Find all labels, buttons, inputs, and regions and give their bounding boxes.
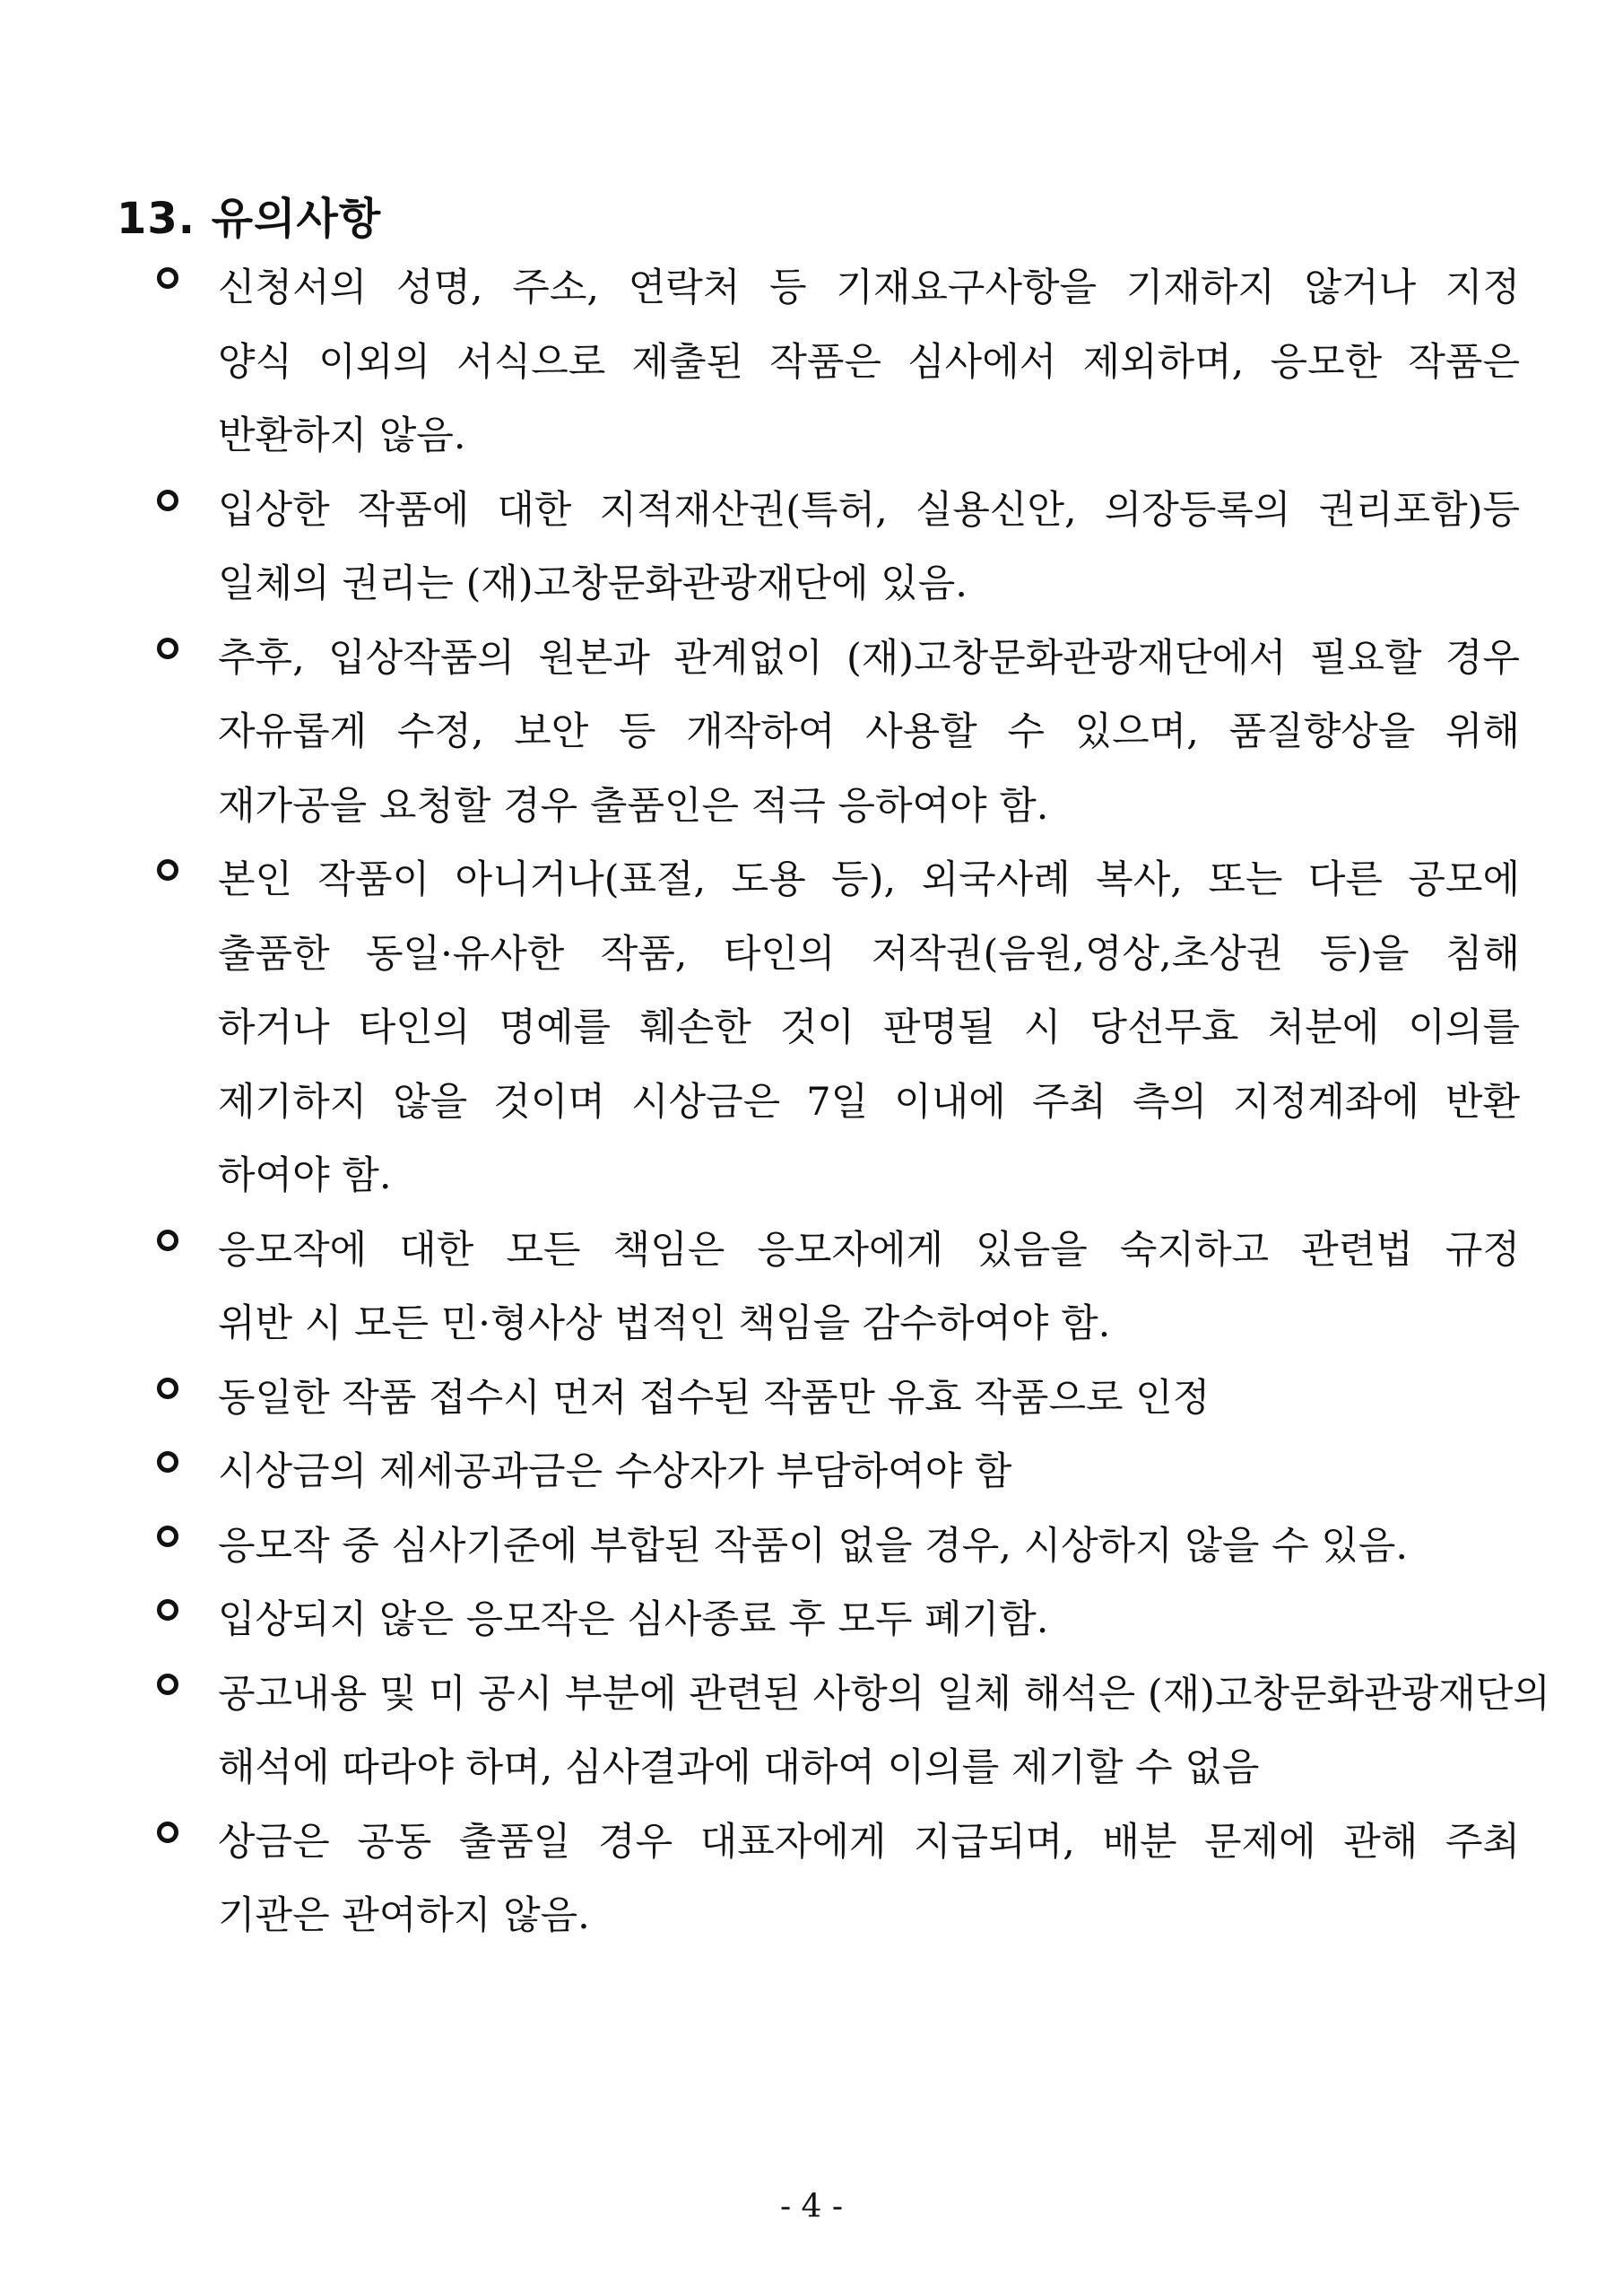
section-title: 13. 유의사항: [117, 194, 382, 244]
item-text-line: 본인 작품이 아니거나(표절, 도용 등), 외국사례 복사, 또는 다른 공모에: [218, 857, 1520, 902]
item-text-line: 하거나 타인의 명예를 훼손한 것이 판명될 시 당선무효 처분에 이의를: [218, 1005, 1520, 1050]
item-text-line: 응모작 중 심사기준에 부합된 작품이 없을 경우, 시상하지 않을 수 있음.: [218, 1523, 1409, 1569]
notice-list: [157, 251, 1550, 1953]
list-item: [157, 622, 1520, 844]
item-text-line: 해석에 따라야 하며, 심사결과에 대하여 이의를 제기할 수 없음: [218, 1745, 1260, 1790]
item-text-line: 위반 시 모든 민·형사상 법적인 책임을 감수하여야 함.: [218, 1301, 1111, 1346]
item-text-line: 일체의 권리는 (재)고창문화관광재단에 있음.: [218, 561, 968, 606]
item-text-line: 신청서의 성명, 주소, 연락처 등 기재요구사항을 기재하지 않거나 지정: [218, 265, 1520, 310]
item-text-line: 동일한 작품 접수시 먼저 접수된 작품만 유효 작품으로 인정: [218, 1375, 1211, 1421]
item-text-line: 입상되지 않은 응모작은 심사종료 후 모두 폐기함.: [218, 1597, 1049, 1642]
item-text-line: 상금은 공동 출품일 경우 대표자에게 지급되며, 배분 문제에 관해 주최: [218, 1819, 1520, 1865]
item-text-line: 출품한 동일·유사한 작품, 타인의 저작권(음원,영상,초상권 등)을 침해: [218, 931, 1520, 977]
circle-bullet-icon: [157, 1526, 178, 1547]
item-text-line: 공고내용 및 미 공시 부분에 관련된 사항의 일체 해석은 (재)고창문화관광재단의: [218, 1671, 1550, 1717]
item-text-line: 하여야 함.: [218, 1153, 392, 1198]
circle-bullet-icon: [157, 638, 178, 659]
list-item: [157, 1657, 1550, 1805]
list-item: [157, 1509, 1520, 1584]
item-text-line: 기관은 관여하지 않음.: [218, 1893, 590, 1938]
item-text-line: 시상금의 제세공과금은 수상자가 부담하여야 함: [218, 1449, 1012, 1494]
item-text-line: 응모작에 대한 모든 책임은 응모자에게 있음을 숙지하고 관련법 규정: [218, 1227, 1520, 1273]
list-item: [157, 1361, 1520, 1436]
circle-bullet-icon: [157, 1822, 178, 1843]
item-text-line: 양식 이외의 서식으로 제출된 작품은 심사에서 제외하며, 응모한 작품은: [218, 339, 1520, 385]
item-text-line: 자유롭게 수정, 보안 등 개작하여 사용할 수 있으며, 품질향상을 위해: [218, 709, 1520, 754]
list-item: [157, 1583, 1520, 1657]
circle-bullet-icon: [157, 490, 178, 511]
item-text-line: 반환하지 않음.: [218, 413, 466, 458]
list-item: [157, 1435, 1520, 1509]
circle-bullet-icon: [157, 1230, 178, 1251]
list-item: [157, 1805, 1520, 1953]
list-item: [157, 474, 1520, 622]
circle-bullet-icon: [157, 1599, 178, 1621]
circle-bullet-icon: [157, 1451, 178, 1473]
list-item: [157, 843, 1520, 1213]
item-text-line: 제기하지 않을 것이며 시상금은 7일 이내에 주최 측의 지정계좌에 반환: [218, 1079, 1520, 1125]
circle-bullet-icon: [157, 1674, 178, 1695]
circle-bullet-icon: [157, 267, 178, 289]
item-text-line: 재가공을 요청할 경우 출품인은 적극 응하여야 함.: [218, 783, 1049, 829]
list-item: [157, 1213, 1520, 1361]
list-item: [157, 251, 1520, 474]
item-text-line: 추후, 입상작품의 원본과 관계없이 (재)고창문화관광재단에서 필요할 경우: [218, 635, 1520, 681]
circle-bullet-icon: [157, 859, 178, 881]
page-number: - 4 -: [779, 2188, 844, 2225]
circle-bullet-icon: [157, 1378, 178, 1399]
item-text-line: 입상한 작품에 대한 지적재산권(특허, 실용신안, 의장등록의 권리포함)등: [218, 487, 1520, 533]
